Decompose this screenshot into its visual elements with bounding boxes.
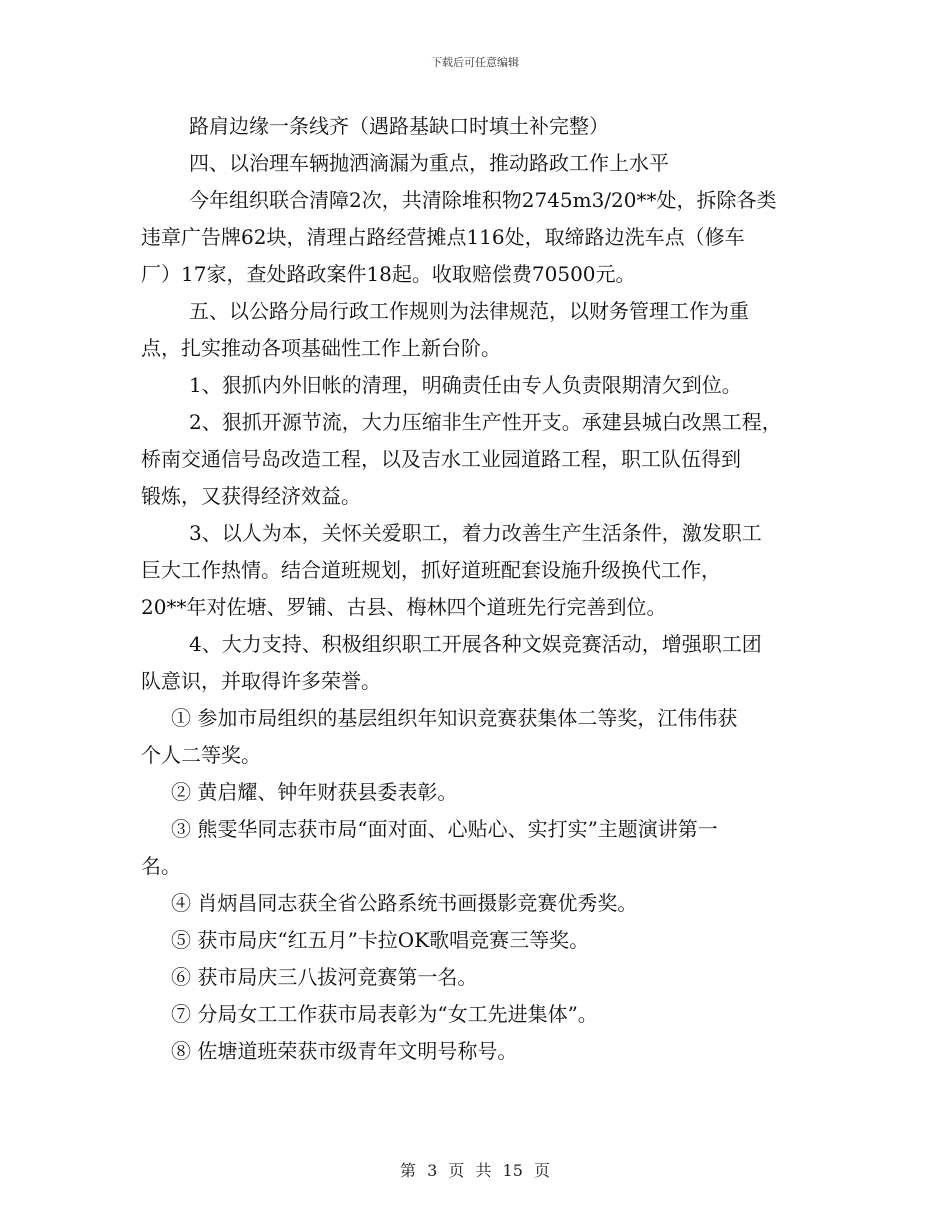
text-line: 四、以治理车辆抛洒滴漏为重点，推动路政工作上水平 xyxy=(189,151,669,175)
text-line: ⑤ 获市局庆“红五月”卡拉OK歌唱竞赛三等奖。 xyxy=(171,928,590,952)
text-line: 点，扎实推动各项基础性工作上新台阶。 xyxy=(141,336,501,360)
text-line: 违章广告牌62块，清理占路经营摊点116处，取缔路边洗车点（修车 xyxy=(141,225,745,249)
text-line: 名。 xyxy=(141,854,181,878)
text-line: 桥南交通信号岛改造工程，以及吉水工业园道路工程，职工队伍得到 xyxy=(141,447,741,471)
text-line: 今年组织联合清障2次，共清除堆积物2745m3/20**处，拆除各类 xyxy=(189,188,777,212)
text-line: ② 黄启耀、钟年财获县委表彰。 xyxy=(171,780,458,804)
text-line: ⑥ 获市局庆三八拔河竞赛第一名。 xyxy=(171,965,478,989)
text-line: 3、以人为本，关怀关爱职工，着力改善生产生活条件，激发职工 xyxy=(189,521,762,545)
text-line: 20**年对佐塘、罗铺、古县、梅林四个道班先行完善到位。 xyxy=(141,595,667,619)
text-line: 路肩边缘一条线齐（遇路基缺口时填土补完整） xyxy=(189,114,609,138)
text-line: 2、狠抓开源节流，大力压缩非生产性开支。承建县城白改黑工程， xyxy=(189,410,782,434)
text-line: 队意识，并取得许多荣誉。 xyxy=(141,669,381,693)
text-line: ⑧ 佐塘道班荣获市级青年文明号称号。 xyxy=(171,1039,518,1063)
text-line: 五、以公路分局行政工作规则为法律规范，以财务管理工作为重 xyxy=(189,299,749,323)
text-line: 厂）17家，查处路政案件18起。收取赔偿费70500元。 xyxy=(141,262,636,286)
document-body xyxy=(141,108,821,1070)
text-line: 1、狠抓内外旧帐的清理，明确责任由专人负责限期清欠到位。 xyxy=(189,373,742,397)
page-header: 下载后可任意编辑 xyxy=(431,56,519,69)
text-line: 巨大工作热情。结合道班规划，抓好道班配套设施升级换代工作， xyxy=(141,558,721,582)
text-line: 4、大力支持、积极组织职工开展各种文娱竞赛活动，增强职工团 xyxy=(189,632,762,656)
text-line: 锻炼，又获得经济效益。 xyxy=(141,484,361,508)
page-footer: 第 3 页 共 15 页 xyxy=(400,1161,550,1180)
text-line: ① 参加市局组织的基层组织年知识竞赛获集体二等奖，江伟伟获 xyxy=(171,706,738,730)
text-line: ④ 肖炳昌同志获全省公路系统书画摄影竞赛优秀奖。 xyxy=(171,891,638,915)
text-line: 个人二等奖。 xyxy=(141,743,261,767)
text-line: ⑦ 分局女工工作获市局表彰为“女工先进集体”。 xyxy=(171,1002,598,1026)
text-line: ③ 熊雯华同志获市局“面对面、心贴心、实打实”主题演讲第一 xyxy=(171,817,718,841)
